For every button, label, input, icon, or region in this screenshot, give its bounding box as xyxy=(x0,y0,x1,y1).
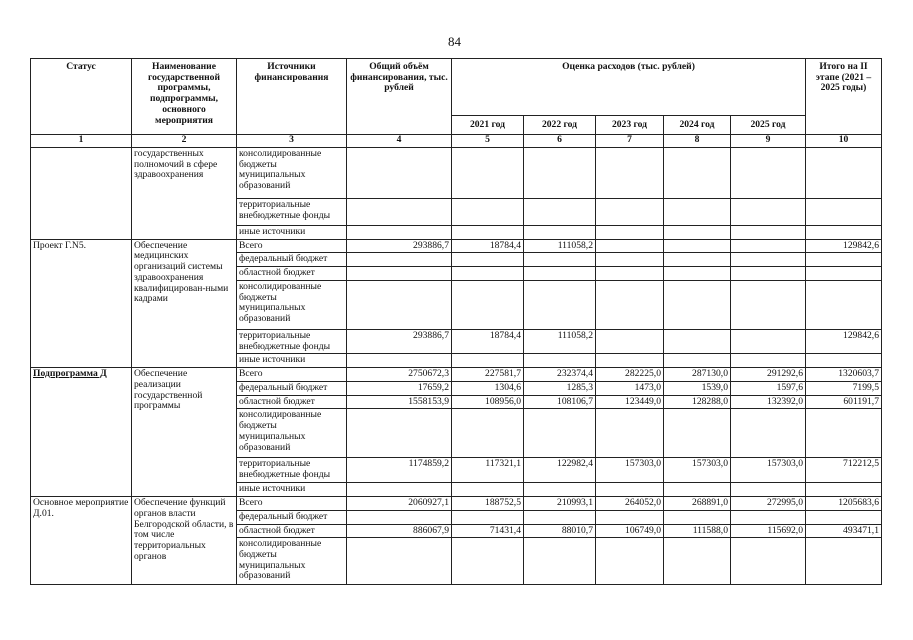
value-2022 xyxy=(524,510,596,524)
value-2023: 1473,0 xyxy=(596,381,664,395)
value-2022 xyxy=(524,538,596,585)
row-source: консолидированные бюджеты муниципальных образований xyxy=(237,538,347,585)
value-2025 xyxy=(731,253,806,267)
table-row xyxy=(31,239,882,253)
value-stage-total xyxy=(806,148,882,199)
value-2021 xyxy=(452,199,524,226)
row-source: Всего xyxy=(237,239,347,253)
value-2024: 157303,0 xyxy=(664,458,731,483)
value-2021: 71431,4 xyxy=(452,524,524,538)
value-total: 2750672,3 xyxy=(347,368,452,382)
value-2025: 132392,0 xyxy=(731,395,806,409)
value-2025 xyxy=(731,226,806,240)
value-stage-total: 129842,6 xyxy=(806,329,882,353)
value-stage-total xyxy=(806,510,882,524)
value-stage-total xyxy=(806,483,882,497)
column-number: 8 xyxy=(664,135,731,148)
value-total xyxy=(347,280,452,329)
value-2025: 1597,6 xyxy=(731,381,806,395)
value-2022 xyxy=(524,280,596,329)
column-number: 10 xyxy=(806,135,882,148)
value-total xyxy=(347,409,452,458)
row-status: Основное мероприятие Д.01. xyxy=(31,497,132,585)
row-source: иные источники xyxy=(237,483,347,497)
value-2023 xyxy=(596,538,664,585)
value-2021: 188752,5 xyxy=(452,497,524,511)
value-2023: 157303,0 xyxy=(596,458,664,483)
value-2023 xyxy=(596,483,664,497)
value-2023 xyxy=(596,148,664,199)
row-program-name: Обеспечение реализации государственной программы xyxy=(132,368,237,497)
value-2024 xyxy=(664,239,731,253)
value-stage-total: 493471,1 xyxy=(806,524,882,538)
table-row xyxy=(31,148,882,199)
value-2024 xyxy=(664,148,731,199)
value-2023 xyxy=(596,199,664,226)
value-total xyxy=(347,199,452,226)
row-source: федеральный бюджет xyxy=(237,253,347,267)
value-2024: 1539,0 xyxy=(664,381,731,395)
value-2025 xyxy=(731,199,806,226)
value-2021: 227581,7 xyxy=(452,368,524,382)
value-2024 xyxy=(664,329,731,353)
value-2025: 272995,0 xyxy=(731,497,806,511)
header-total-stage: Итого на II этапе (2021 – 2025 годы) xyxy=(806,59,882,135)
value-2021 xyxy=(452,280,524,329)
value-2022: 111058,2 xyxy=(524,239,596,253)
value-2023 xyxy=(596,354,664,368)
value-total: 17659,2 xyxy=(347,381,452,395)
value-2021: 117321,1 xyxy=(452,458,524,483)
column-number: 3 xyxy=(237,135,347,148)
value-2022 xyxy=(524,267,596,281)
page-number: 84 xyxy=(448,34,461,49)
row-program-name: Обеспечение функций органов власти Белгородской области, в том числе территориальных органов xyxy=(132,497,237,585)
row-source: территориальные внебюджетные фонды xyxy=(237,329,347,353)
header-estimate: Оценка расходов (тыс. рублей) xyxy=(452,59,806,116)
value-2022: 122982,4 xyxy=(524,458,596,483)
value-2023 xyxy=(596,409,664,458)
value-2022: 108106,7 xyxy=(524,395,596,409)
row-source: консолидированные бюджеты муниципальных образований xyxy=(237,409,347,458)
value-stage-total xyxy=(806,538,882,585)
value-total: 1174859,2 xyxy=(347,458,452,483)
value-2023 xyxy=(596,329,664,353)
value-2022: 111058,2 xyxy=(524,329,596,353)
value-2021 xyxy=(452,148,524,199)
value-2024: 268891,0 xyxy=(664,497,731,511)
value-2025 xyxy=(731,148,806,199)
value-total: 1558153,9 xyxy=(347,395,452,409)
header-status: Статус xyxy=(31,59,132,135)
value-2025 xyxy=(731,538,806,585)
row-source: Всего xyxy=(237,497,347,511)
value-2024 xyxy=(664,409,731,458)
row-source: консолидированные бюджеты муниципальных образований xyxy=(237,148,347,199)
value-stage-total: 7199,5 xyxy=(806,381,882,395)
value-stage-total xyxy=(806,267,882,281)
column-number: 9 xyxy=(731,135,806,148)
value-2024: 111588,0 xyxy=(664,524,731,538)
value-2024 xyxy=(664,199,731,226)
value-2021 xyxy=(452,226,524,240)
value-stage-total: 1320603,7 xyxy=(806,368,882,382)
value-2023 xyxy=(596,226,664,240)
value-2021: 1304,6 xyxy=(452,381,524,395)
header-year-2025: 2025 год xyxy=(731,116,806,135)
row-program-name: Обеспечение медицинских организаций системы здравоохранения квалифицирован-ными кадрами xyxy=(132,239,237,367)
value-2021: 18784,4 xyxy=(452,329,524,353)
value-total: 2060927,1 xyxy=(347,497,452,511)
row-source: Всего xyxy=(237,368,347,382)
value-total: 293886,7 xyxy=(347,239,452,253)
value-2025 xyxy=(731,267,806,281)
row-source: областной бюджет xyxy=(237,524,347,538)
value-2023: 123449,0 xyxy=(596,395,664,409)
value-2021 xyxy=(452,409,524,458)
row-status xyxy=(31,148,132,240)
header-year-2022: 2022 год xyxy=(524,116,596,135)
value-2023: 282225,0 xyxy=(596,368,664,382)
value-2023 xyxy=(596,510,664,524)
value-2025 xyxy=(731,510,806,524)
value-stage-total xyxy=(806,280,882,329)
value-2023 xyxy=(596,239,664,253)
value-stage-total: 129842,6 xyxy=(806,239,882,253)
row-source: территориальные внебюджетные фонды xyxy=(237,458,347,483)
column-number: 5 xyxy=(452,135,524,148)
value-2025 xyxy=(731,280,806,329)
value-total xyxy=(347,510,452,524)
row-program-name: государственных полномочий в сфере здравоохранения xyxy=(132,148,237,240)
value-2021: 108956,0 xyxy=(452,395,524,409)
value-2023: 106749,0 xyxy=(596,524,664,538)
value-2024 xyxy=(664,354,731,368)
value-stage-total: 712212,5 xyxy=(806,458,882,483)
row-status: Проект Г.N5. xyxy=(31,239,132,367)
value-total xyxy=(347,354,452,368)
value-2022 xyxy=(524,226,596,240)
table-row xyxy=(31,368,882,382)
value-2021 xyxy=(452,267,524,281)
value-2024 xyxy=(664,483,731,497)
value-2025 xyxy=(731,483,806,497)
value-stage-total xyxy=(806,354,882,368)
value-2021 xyxy=(452,483,524,497)
value-total: 886067,9 xyxy=(347,524,452,538)
value-2024 xyxy=(664,226,731,240)
value-2025: 291292,6 xyxy=(731,368,806,382)
column-number: 1 xyxy=(31,135,132,148)
value-2023 xyxy=(596,280,664,329)
row-source: территориальные внебюджетные фонды xyxy=(237,199,347,226)
value-2025 xyxy=(731,239,806,253)
column-number: 2 xyxy=(132,135,237,148)
value-2022: 1285,3 xyxy=(524,381,596,395)
table-row xyxy=(31,497,882,511)
column-number: 7 xyxy=(596,135,664,148)
value-stage-total xyxy=(806,199,882,226)
row-source: федеральный бюджет xyxy=(237,510,347,524)
value-2022 xyxy=(524,409,596,458)
value-2021 xyxy=(452,538,524,585)
header-sources: Источники финансирования xyxy=(237,59,347,135)
value-2025 xyxy=(731,329,806,353)
value-2023 xyxy=(596,253,664,267)
value-2021 xyxy=(452,354,524,368)
row-source: областной бюджет xyxy=(237,395,347,409)
value-2025 xyxy=(731,354,806,368)
row-source: иные источники xyxy=(237,354,347,368)
value-total xyxy=(347,253,452,267)
value-2025: 115692,0 xyxy=(731,524,806,538)
row-source: областной бюджет xyxy=(237,267,347,281)
header-total-volume: Общий объём финансирования, тыс. рублей xyxy=(347,59,452,135)
header-year-2023: 2023 год xyxy=(596,116,664,135)
value-2022: 88010,7 xyxy=(524,524,596,538)
value-2024 xyxy=(664,538,731,585)
value-stage-total xyxy=(806,253,882,267)
value-2022: 210993,1 xyxy=(524,497,596,511)
value-total xyxy=(347,538,452,585)
value-2024 xyxy=(664,253,731,267)
value-2022: 232374,4 xyxy=(524,368,596,382)
value-2021 xyxy=(452,253,524,267)
header-year-2021: 2021 год xyxy=(452,116,524,135)
column-number: 4 xyxy=(347,135,452,148)
value-stage-total xyxy=(806,409,882,458)
value-total xyxy=(347,267,452,281)
value-2022 xyxy=(524,199,596,226)
value-total: 293886,7 xyxy=(347,329,452,353)
value-2022 xyxy=(524,354,596,368)
budget-table xyxy=(30,58,882,585)
row-source: консолидированные бюджеты муниципальных образований xyxy=(237,280,347,329)
value-stage-total xyxy=(806,226,882,240)
value-2025 xyxy=(731,409,806,458)
header-year-2024: 2024 год xyxy=(664,116,731,135)
row-source: иные источники xyxy=(237,226,347,240)
value-2024: 287130,0 xyxy=(664,368,731,382)
value-2024 xyxy=(664,280,731,329)
value-2025: 157303,0 xyxy=(731,458,806,483)
header-name: Наименование государственной программы, подпрограммы, основного мероприятия xyxy=(132,59,237,135)
value-2021 xyxy=(452,510,524,524)
value-total xyxy=(347,483,452,497)
value-2022 xyxy=(524,253,596,267)
value-2022 xyxy=(524,148,596,199)
value-2024: 128288,0 xyxy=(664,395,731,409)
value-total xyxy=(347,226,452,240)
row-status: Подпрограмма Д xyxy=(31,368,132,497)
value-2024 xyxy=(664,267,731,281)
value-stage-total: 601191,7 xyxy=(806,395,882,409)
value-stage-total: 1205683,6 xyxy=(806,497,882,511)
column-number: 6 xyxy=(524,135,596,148)
row-source: федеральный бюджет xyxy=(237,381,347,395)
value-2024 xyxy=(664,510,731,524)
value-2022 xyxy=(524,483,596,497)
value-2023 xyxy=(596,267,664,281)
value-2023: 264052,0 xyxy=(596,497,664,511)
value-2021: 18784,4 xyxy=(452,239,524,253)
value-total xyxy=(347,148,452,199)
